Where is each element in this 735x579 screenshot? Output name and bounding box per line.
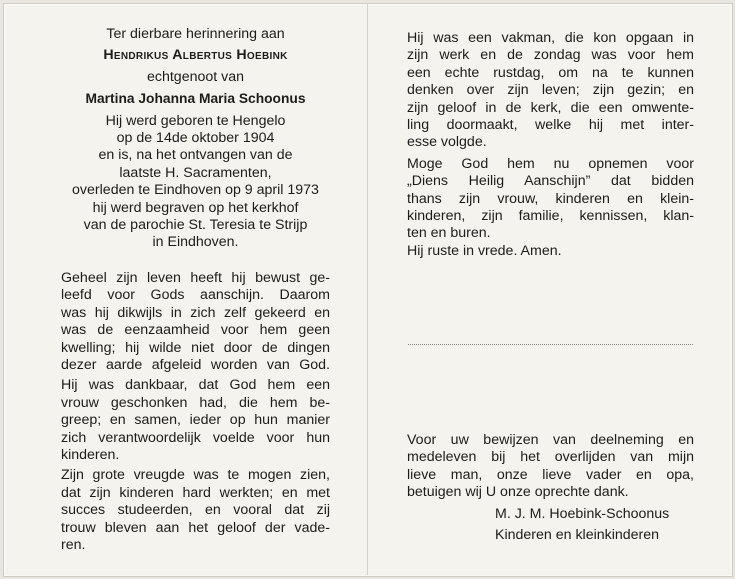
text-line: Moge God hem nu opnemen voor bbox=[407, 155, 694, 172]
header-block bbox=[61, 26, 330, 108]
thanks-block bbox=[407, 432, 694, 544]
text-line: Voor uw bewijzen van deelneming en bbox=[407, 432, 694, 448]
bio-block bbox=[61, 113, 330, 252]
text-line: ling doormaakt, welke hij met inter- bbox=[407, 117, 694, 134]
bio-line: laatste H. Sacramenten, bbox=[119, 164, 272, 181]
bio-line: in Eindhoven. bbox=[152, 234, 239, 251]
text-line: thans zijn vrouw, kinderen en klein- bbox=[407, 190, 694, 207]
text-line: kinderen. bbox=[61, 446, 120, 463]
signature-family: Kinderen en kleinkinderen bbox=[495, 527, 660, 544]
card-fold-line bbox=[367, 3, 368, 575]
text-line: greep; en samen, ieder op hun manier bbox=[61, 412, 330, 429]
text-line: kwelling; hij wilde niet door de dingen bbox=[61, 339, 330, 356]
text-line: vrouw geschonken had, die hem be- bbox=[61, 394, 330, 411]
bio-line: op de 14de oktober 1904 bbox=[116, 130, 275, 147]
signature-widow: M. J. M. Hoebink-Schoonus bbox=[495, 505, 670, 522]
text-line: zijn geloof in de kerk, die een omwente- bbox=[407, 99, 694, 116]
closing-line: Hij ruste in vrede. Amen. bbox=[407, 242, 562, 259]
text-line: trouw bleven aan het geloof der vade- bbox=[61, 519, 330, 536]
spouse-intro: echtgenoot van bbox=[146, 68, 245, 85]
text-line: kinderen, zijn familie, kennissen, klan- bbox=[407, 208, 694, 225]
bio-line: Hij werd geboren te Hengelo bbox=[105, 112, 286, 129]
text-line: denken over zijn leven; zijn gezin; en bbox=[407, 82, 694, 99]
bio-line: en is, na het ontvangen van de bbox=[98, 147, 293, 164]
paragraph-work bbox=[407, 30, 694, 152]
paragraph-gratitude bbox=[61, 377, 330, 464]
paragraph-prayer bbox=[407, 156, 694, 260]
left-panel bbox=[61, 26, 330, 554]
deceased-name: Hendrikus Albertus Hoebink bbox=[103, 47, 288, 64]
text-line: Zijn grote vreugde was te mogen zien, bbox=[61, 467, 330, 484]
spouse-name: Martina Johanna Maria Schoonus bbox=[85, 91, 306, 107]
bio-line: hij werd begraven op het kerkhof bbox=[92, 199, 299, 216]
text-line: „Diens Heilig Aanschijn” dat bidden bbox=[407, 173, 694, 190]
text-line: ten en buren. bbox=[407, 225, 491, 242]
paragraph-life bbox=[61, 270, 330, 374]
memorial-heading: Ter dierbare herinnering aan bbox=[106, 26, 285, 42]
text-line: Geheel zijn leven heeft hij bewust ge- bbox=[61, 269, 330, 286]
text-line: een echte rustdag, om na te kunnen bbox=[407, 64, 694, 81]
text-line: Hij was een vakman, die kon opgaan in bbox=[407, 30, 694, 46]
separator-line bbox=[408, 344, 693, 345]
text-line: dat zijn kinderen hard werkten; en met bbox=[61, 484, 330, 501]
paragraph-joy bbox=[61, 467, 330, 554]
text-line: was de eenzaamheid voor hem geen bbox=[61, 322, 330, 339]
text-line: ren. bbox=[61, 536, 86, 553]
text-line: succes studeerden, en vooral dat zij bbox=[61, 502, 330, 519]
bio-line: van de parochie St. Teresia te Strijp bbox=[83, 217, 308, 234]
text-line: medeleven bij het overlijden van mijn bbox=[407, 449, 694, 466]
text-line: dezer aarde afgeleid worden van God. bbox=[61, 356, 330, 373]
text-line: zijn werk en de zondag was voor hem bbox=[407, 47, 694, 64]
text-line: betuigen wij U onze oprechte dank. bbox=[407, 484, 629, 501]
right-panel bbox=[407, 30, 694, 260]
text-line: zich verantwoordelijk voelde voor hun bbox=[61, 429, 330, 446]
bio-line: overleden te Eindhoven op 9 april 1973 bbox=[72, 182, 319, 199]
text-line: leefd voor Gods aanschijn. Daarom bbox=[61, 287, 330, 304]
text-line: Hij was dankbaar, dat God hem een bbox=[61, 377, 330, 394]
text-line: lieve man, onze lieve vader en opa, bbox=[407, 466, 694, 483]
text-line: was hij dikwijls in zich zelf gekeerd en bbox=[61, 304, 330, 321]
text-line: esse volgde. bbox=[407, 134, 487, 151]
